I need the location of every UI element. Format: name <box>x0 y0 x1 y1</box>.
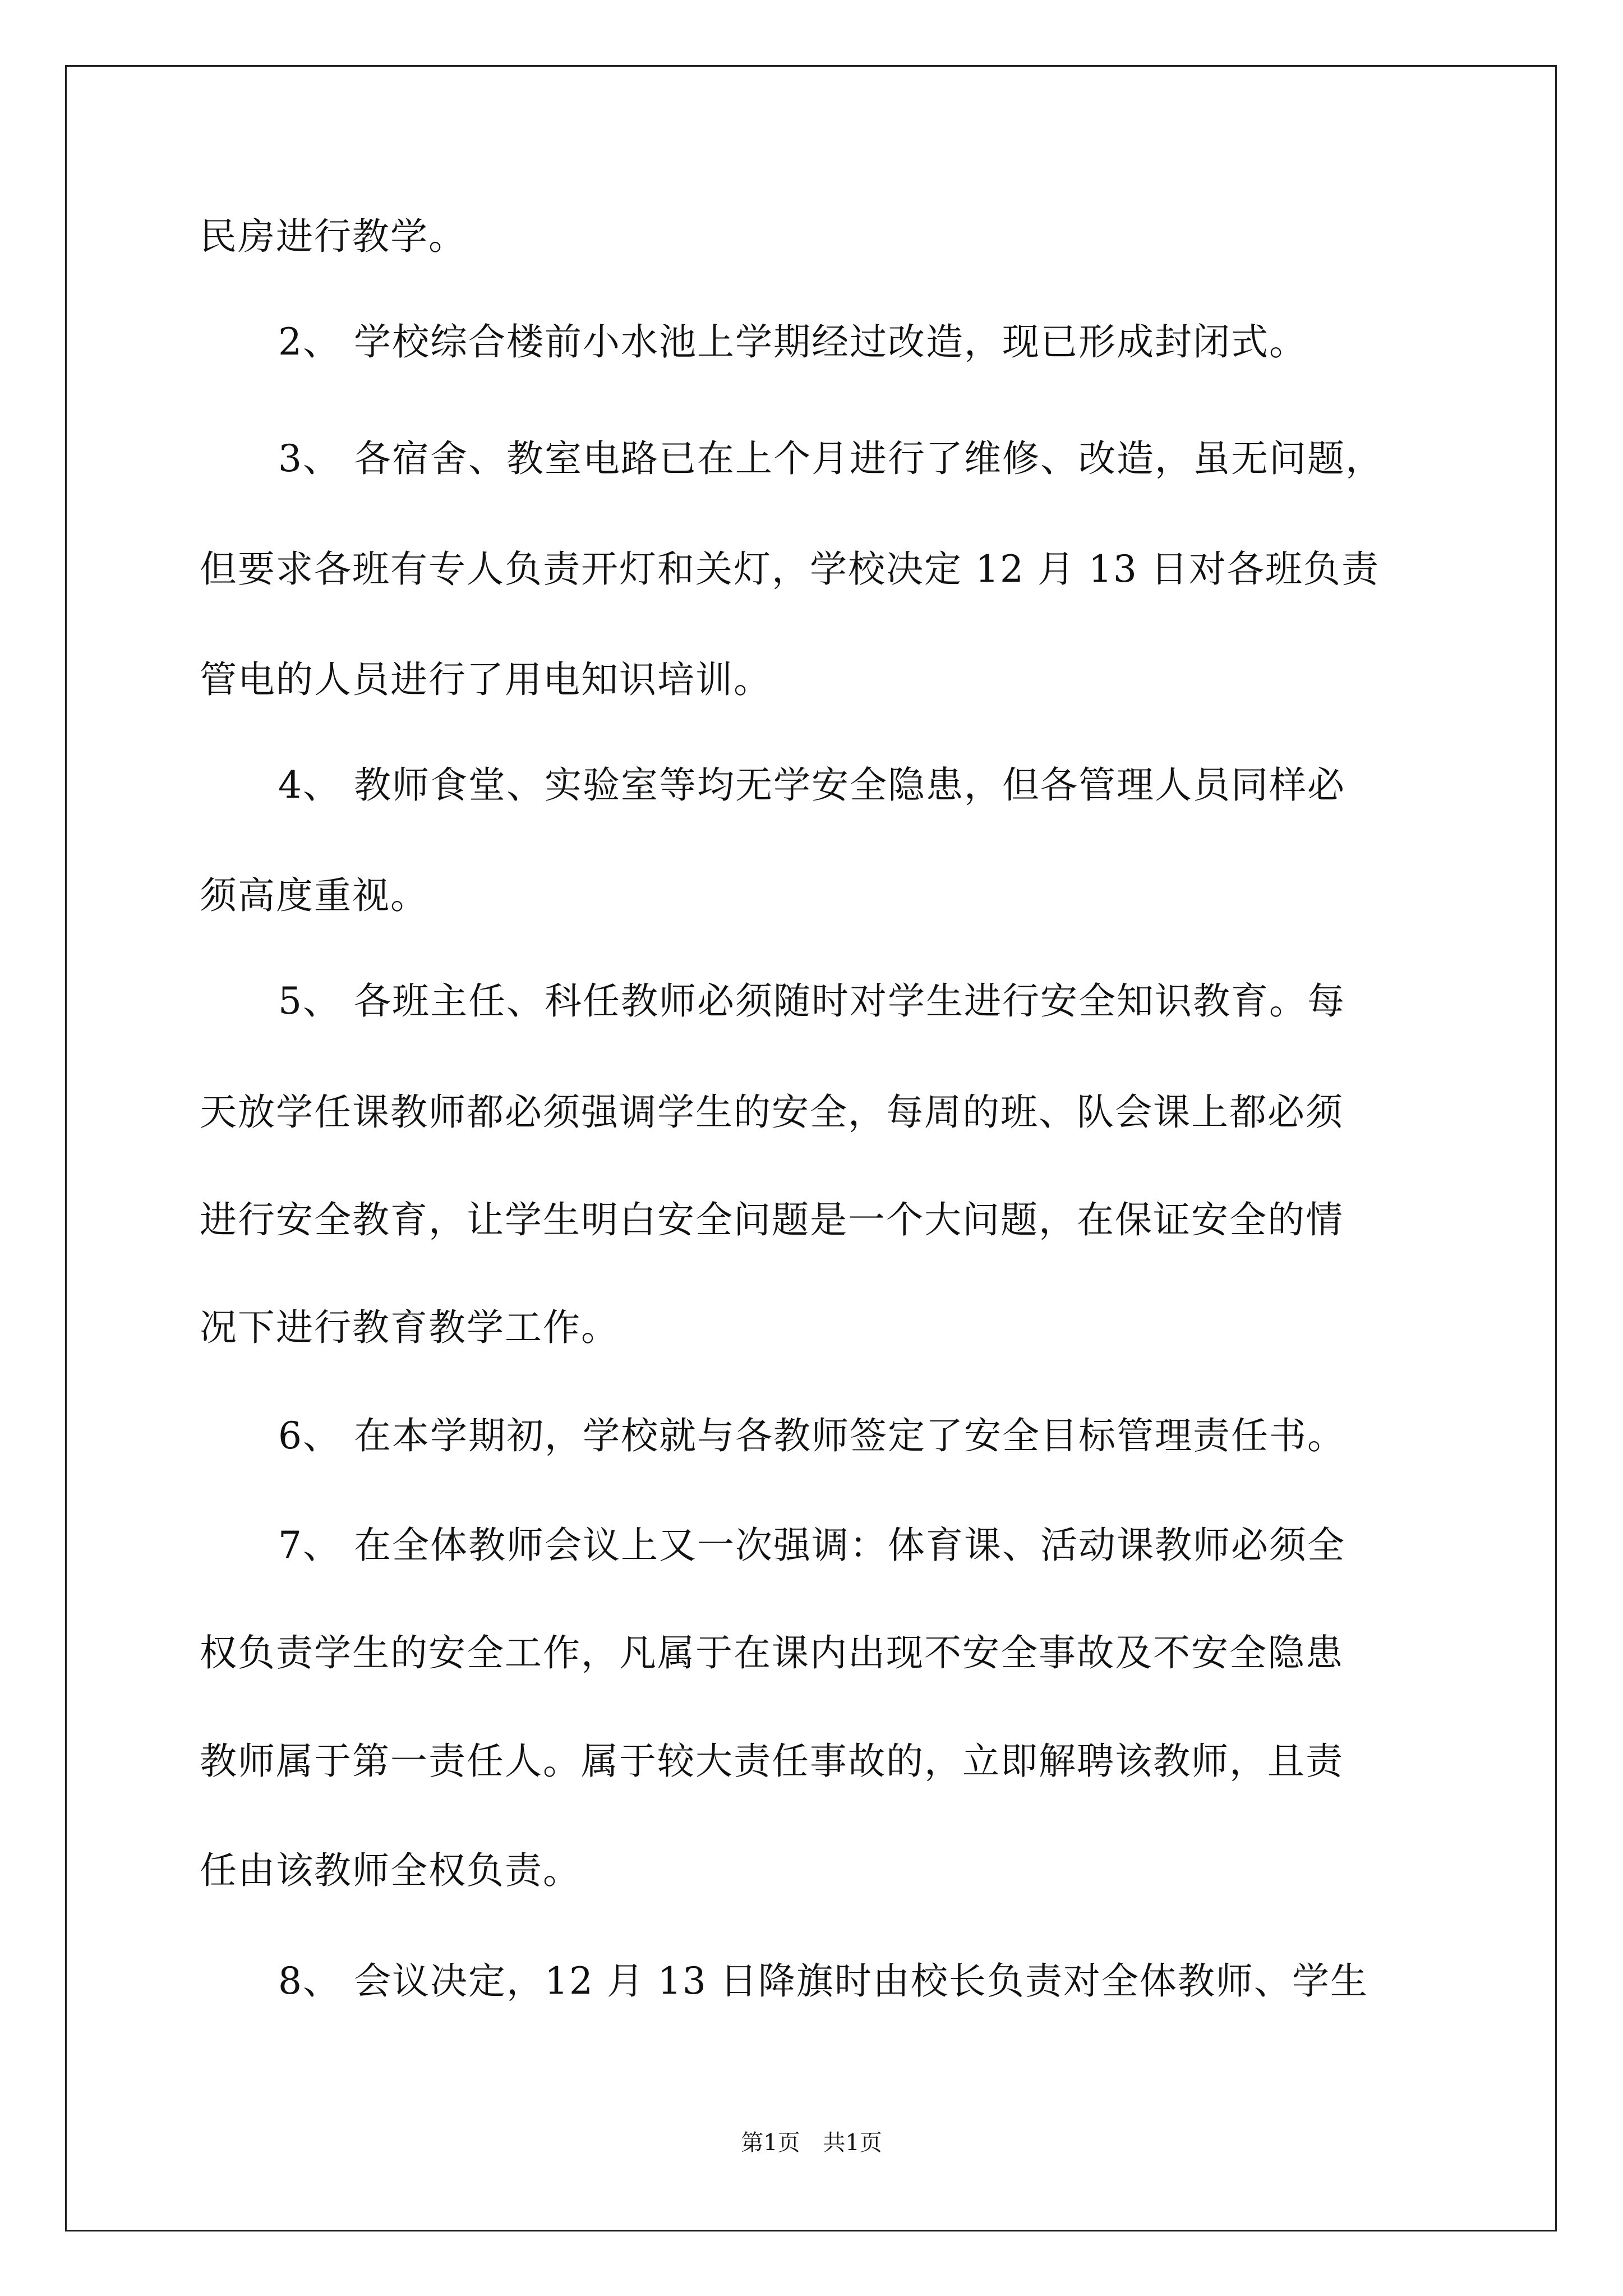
text-line: 8、 会议决定，12 月 13 日降旗时由校长负责对全体教师、学生 <box>278 1959 1368 2003</box>
page-total: 共1页 <box>823 2130 882 2156</box>
text-line: 3、 各宿舍、教室电路已在上个月进行了维修、改造，虽无问题， <box>278 437 1384 480</box>
text-line: 况下进行教育教学工作。 <box>200 1306 619 1349</box>
page-footer <box>0 2129 1623 2157</box>
text-line: 民房进行教学。 <box>200 215 467 258</box>
text-line: 教师属于第一责任人。属于较大责任事故的，立即解聘该教师，且责 <box>200 1740 1344 1783</box>
text-line: 任由该教师全权负责。 <box>200 1849 581 1892</box>
page-number: 第1页 <box>741 2130 800 2156</box>
text-line: 2、 学校综合楼前小水池上学期经过改造，现已形成封闭式。 <box>278 320 1307 364</box>
text-line: 7、 在全体教师会议上又一次强调：体育课、活动课教师必须全 <box>278 1524 1345 1567</box>
text-line: 6、 在本学期初，学校就与各教师签定了安全目标管理责任书。 <box>278 1414 1345 1457</box>
text-line: 5、 各班主任、科任教师必须随时对学生进行安全知识教育。每 <box>278 979 1345 1023</box>
text-line: 权负责学生的安全工作，凡属于在课内出现不安全事故及不安全隐患 <box>200 1631 1344 1674</box>
text-line: 须高度重视。 <box>200 874 428 917</box>
text-line: 管电的人员进行了用电知识培训。 <box>200 658 772 701</box>
text-line: 进行安全教育，让学生明白安全问题是一个大问题，在保证安全的情 <box>200 1198 1344 1241</box>
page-border <box>65 65 1557 2231</box>
text-line: 4、 教师食堂、实验室等均无学安全隐患，但各管理人员同样必 <box>278 763 1345 807</box>
text-line: 天放学任课教师都必须强调学生的安全，每周的班、队会课上都必须 <box>200 1091 1344 1134</box>
text-line: 但要求各班有专人负责开灯和关灯，学校决定 12 月 13 日对各班负责 <box>200 547 1380 591</box>
